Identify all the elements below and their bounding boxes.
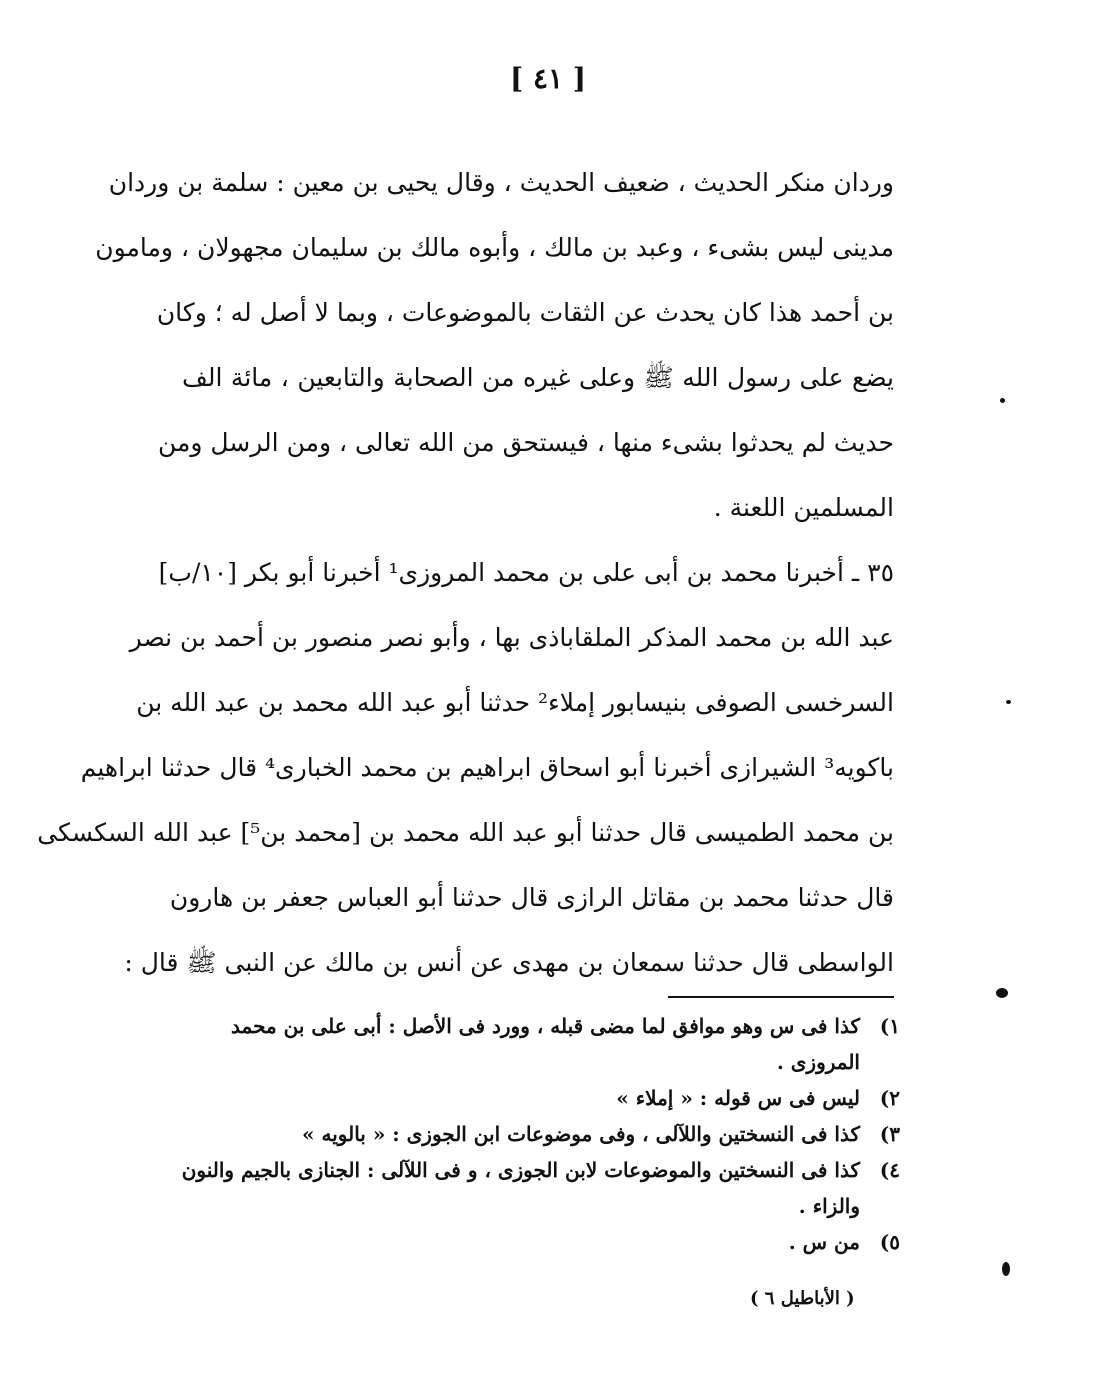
footnote-text: كذا فى س وهو موافق لما مضى قبله ، وورد فى الأصل : أبى على بن محمد المروزى . (231, 1014, 860, 1074)
footnote-item (170, 1080, 900, 1116)
text-line: وردان منكر الحديث ، ضعيف الحديث ، وقال يحيى بن معين : سلمة بن وردان (108, 168, 894, 197)
scan-speck (1002, 1262, 1010, 1276)
text-line: بن محمد الطميسى قال حدثنا أبو عبد الله محمد بن [محمد بن⁵] عبد الله السكسكى (37, 818, 894, 847)
footnote-number: ٢) (879, 1086, 900, 1110)
text-line: السرخسى الصوفى بنيسابور إملاء² حدثنا أبو عبد الله محمد بن عبد الله بن (136, 688, 894, 717)
footnote-text: ليس فى س قوله : « إملاء » (616, 1086, 860, 1110)
text-line: المسلمين اللعنة . (713, 493, 894, 522)
footnote-text: كذا فى النسختين واللآلى ، وفى موضوعات ابن الجوزى : « بالويه » (302, 1122, 860, 1146)
scan-speck (996, 988, 1008, 998)
footnote-item (170, 1152, 900, 1188)
page-number: [ ٤١ ] (509, 62, 587, 95)
text-line: حديث لم يحدثوا بشىء منها ، فيستحق من الله تعالى ، ومن الرسل ومن (157, 428, 894, 457)
footnote-item (170, 1224, 900, 1260)
footnote-text: كذا فى النسختين والموضوعات لابن الجوزى ، و فى اللآلى : الجنازى بالجيم والنون (181, 1158, 860, 1182)
scan-speck (1000, 398, 1005, 403)
signature-mark: ( الأباطيل ٦ ) (750, 1288, 855, 1309)
footnote-number: ٤) (879, 1158, 900, 1182)
text-line: يضع على رسول الله ﷺ وعلى غيره من الصحابة والتابعين ، مائة الف (182, 363, 894, 392)
text-line: باكويه³ الشيرازى أخبرنا أبو اسحاق ابراهيم بن محمد الخبارى⁴ قال حدثنا ابراهيم (80, 753, 894, 782)
footnote-item (170, 1008, 900, 1080)
main-text (37, 150, 894, 995)
text-line: مدينى ليس بشىء ، وعبد بن مالك ، وأبوه مالك بن سليمان مجهولان ، ومامون (95, 233, 894, 262)
text-line: بن أحمد هذا كان يحدث عن الثقات بالموضوعات ، وبما لا أصل له ؛ وكان (156, 298, 894, 327)
footnote-divider (668, 996, 894, 998)
footnote-number: ٥) (879, 1230, 900, 1254)
text-line: قال حدثنا محمد بن مقاتل الرازى قال حدثنا أبو العباس جعفر بن هارون (169, 883, 894, 912)
footnote-text: من س . (788, 1230, 860, 1254)
text-line: الواسطى قال حدثنا سمعان بن مهدى عن أنس بن مالك عن النبى ﷺ قال : (124, 948, 894, 977)
footnote-continuation (170, 1188, 900, 1224)
text-line: ٣٥ ـ أخبرنا محمد بن أبى على بن محمد المروزى¹ أخبرنا أبو بكر [١٠/ب] (158, 558, 894, 587)
footnotes (170, 1008, 900, 1260)
footnote-text: والزاء . (798, 1194, 860, 1218)
text-line: عبد الله بن محمد المذكر الملقاباذى بها ، وأبو نصر منصور بن أحمد بن نصر (129, 623, 894, 652)
footnote-number: ١) (879, 1014, 900, 1038)
scan-speck (1006, 700, 1011, 704)
footnote-number: ٣) (879, 1122, 900, 1146)
footnote-item (170, 1116, 900, 1152)
